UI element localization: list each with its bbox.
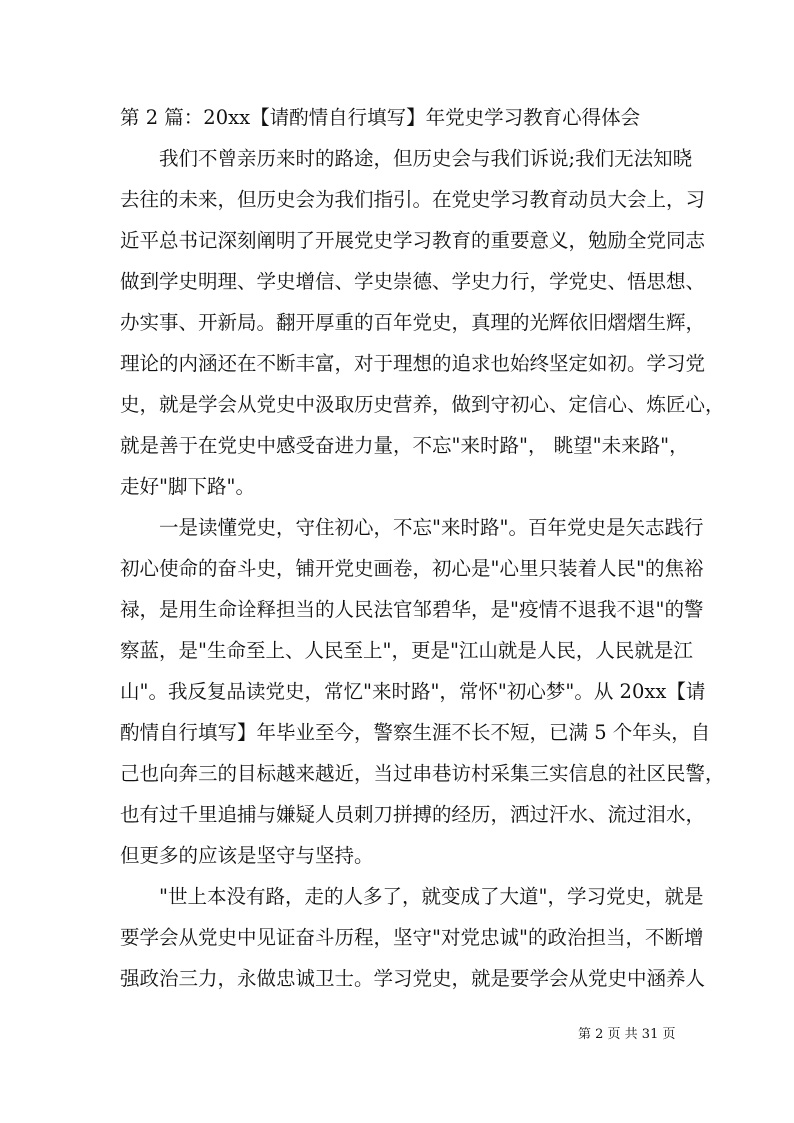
body-line: 做到学史明理、学史增信、学史崇德、学史力行，学党史、悟思想、 — [120, 270, 706, 293]
body-line: 去往的未来，但历史会为我们指引。在党史学习教育动员大会上，习 — [120, 188, 706, 211]
body-line: 强政治三力，永做忠诚卫士。学习党史，就是要学会从党史中涵养人 — [120, 967, 706, 990]
body-line: 山"。我反复品读党史，常忆"来时路"，常怀"初心梦"。从 20xx【请 — [120, 680, 706, 703]
body-line: 也有过千里追捕与嫌疑人员刺刀拼搏的经历，洒过汗水、流过泪水， — [120, 803, 706, 826]
body-line: 办实事、开新局。翻开厚重的百年党史，真理的光辉依旧熠熠生辉， — [120, 311, 706, 334]
document-title: 第 2 篇：20xx【请酌情自行填写】年党史学习教育心得体会 — [120, 106, 641, 129]
body-line: "世上本没有路，走的人多了，就变成了大道"，学习党史，就是 — [159, 885, 704, 908]
body-line: 初心使命的奋斗史，铺开党史画卷，初心是"心里只装着人民"的焦裕 — [120, 557, 704, 580]
body-line: 一是读懂党史，守住初心，不忘"来时路"。百年党史是矢志践行 — [159, 516, 704, 539]
body-line: 酌情自行填写】年毕业至今，警察生涯不长不短，已满 5 个年头，自 — [120, 721, 711, 744]
body-line: 但更多的应该是坚守与坚持。 — [120, 844, 374, 867]
body-line: 就是善于在党史中感受奋进力量，不忘"来时路"， 眺望"未来路"， — [120, 434, 689, 457]
body-line: 己也向奔三的目标越来越近，当过串巷访村采集三实信息的社区民警， — [120, 762, 725, 785]
body-line: 走好"脚下路"。 — [120, 475, 255, 498]
body-line: 理论的内涵还在不断丰富，对于理想的追求也始终坚定如初。学习党 — [120, 352, 706, 375]
page-number: 第 2 页 共 31 页 — [578, 1027, 676, 1042]
body-line: 近平总书记深刻阐明了开展党史学习教育的重要意义，勉励全党同志 — [120, 229, 706, 252]
body-line: 我们不曾亲历来时的路途，但历史会与我们诉说;我们无法知晓 — [159, 147, 693, 170]
body-line: 禄，是用生命诠释担当的人民法官邹碧华，是"疫情不退我不退"的警 — [120, 598, 704, 621]
body-line: 察蓝，是"生命至上、人民至上"，更是"江山就是人民，人民就是江 — [120, 639, 693, 662]
body-line: 史，就是学会从党史中汲取历史营养，做到守初心、定信心、炼匠心， — [120, 393, 725, 416]
body-line: 要学会从党史中见证奋斗历程，坚守"对党忠诚"的政治担当，不断增 — [120, 926, 704, 949]
